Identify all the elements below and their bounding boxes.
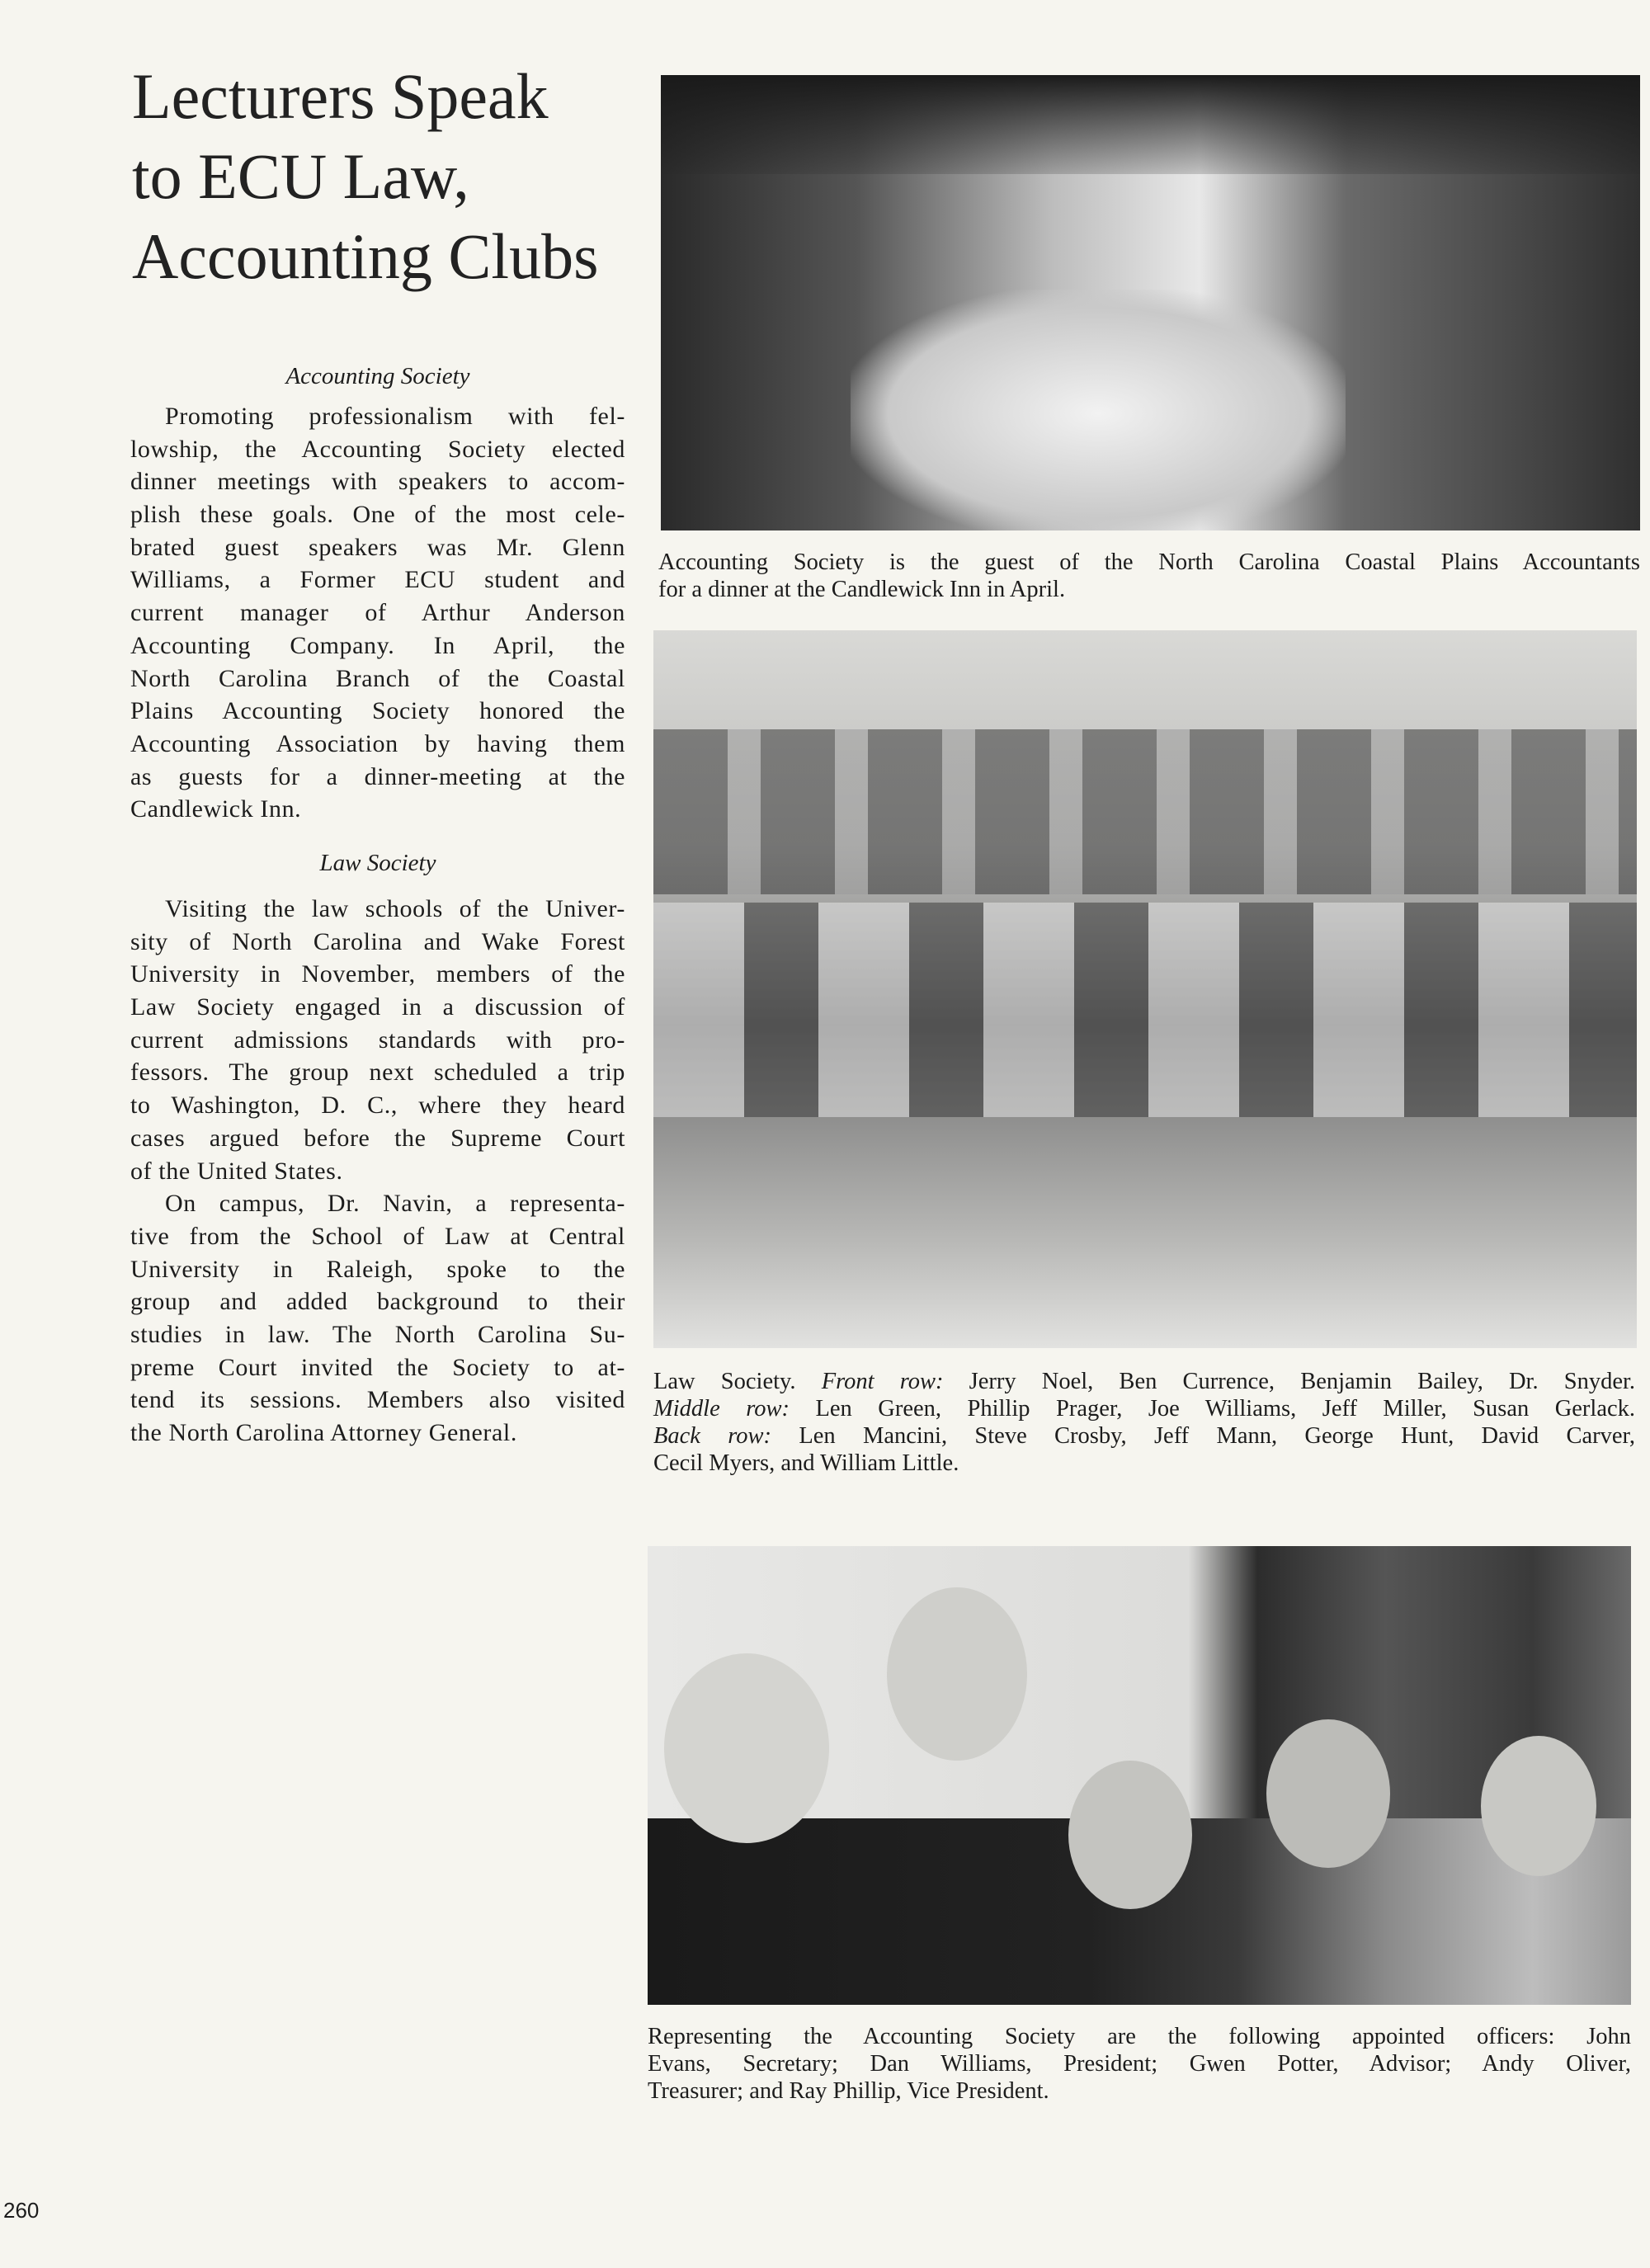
body-line: Plains Accounting Society honored the bbox=[130, 697, 625, 725]
dinner-caption bbox=[658, 549, 1640, 603]
body-line: lowship, the Accounting Society elected bbox=[130, 435, 625, 463]
body-line: plish these goals. One of the most cele- bbox=[130, 501, 625, 529]
body-line: sity of North Carolina and Wake Forest bbox=[130, 927, 625, 955]
body-line: Promoting professionalism with fel- bbox=[165, 403, 625, 430]
body-line: as guests for a dinner-meeting at the bbox=[130, 762, 625, 790]
body-line: On campus, Dr. Navin, a representa- bbox=[165, 1190, 625, 1218]
dinner-photo bbox=[661, 75, 1640, 530]
page-number: 260 bbox=[3, 2198, 40, 2223]
body-line: dinner meetings with speakers to accom- bbox=[130, 468, 625, 496]
accounting-society-body bbox=[130, 400, 625, 826]
row-label: Middle row: bbox=[653, 1396, 790, 1422]
law-society-caption bbox=[653, 1368, 1635, 1477]
body-line: fessors. The group next scheduled a trip bbox=[130, 1059, 625, 1087]
officers-caption bbox=[648, 2023, 1631, 2105]
title-line: Lecturers Speak bbox=[132, 60, 549, 132]
row-label: Front row: bbox=[821, 1369, 944, 1394]
body-line: Accounting Association by having them bbox=[130, 729, 625, 757]
row-label: Back row: bbox=[653, 1423, 772, 1449]
caption-line: for a dinner at the Candlewick Inn in April. bbox=[658, 577, 1066, 602]
caption-line: Treasurer; and Ray Phillip, Vice President. bbox=[648, 2078, 1049, 2104]
body-line: studies in law. The North Carolina Su- bbox=[130, 1320, 625, 1348]
body-line: Visiting the law schools of the Univer- bbox=[165, 895, 625, 922]
body-line: Law Society engaged in a discussion of bbox=[130, 993, 625, 1021]
accounting-society-section bbox=[130, 360, 625, 826]
row-names: Len Mancini, Steve Crosby, Jeff Mann, George Hunt, David Carver, bbox=[799, 1423, 1635, 1449]
body-line: tend its sessions. Members also visited bbox=[130, 1386, 625, 1414]
caption-line: Evans, Secretary; Dan Williams, President; Gwen Potter, Advisor; Andy Oliver, bbox=[648, 2051, 1631, 2077]
body-line: cases argued before the Supreme Court bbox=[130, 1124, 625, 1152]
body-line: group and added background to their bbox=[130, 1288, 625, 1316]
caption-lead: Law Society. bbox=[653, 1369, 796, 1394]
body-line: of the United States. bbox=[130, 1157, 343, 1185]
body-line: the North Carolina Attorney General. bbox=[130, 1419, 517, 1446]
body-line: to Washington, D. C., where they heard bbox=[130, 1092, 625, 1120]
row-names: Cecil Myers, and William Little. bbox=[653, 1450, 959, 1476]
caption-line: Representing the Accounting Society are the following appointed officers: John bbox=[648, 2024, 1631, 2049]
body-line: University in Raleigh, spoke to the bbox=[130, 1255, 625, 1283]
law-society-group-photo bbox=[653, 630, 1637, 1348]
body-line: current admissions standards with pro- bbox=[130, 1026, 625, 1054]
officers-photo bbox=[648, 1546, 1631, 2005]
row-names: Len Green, Phillip Prager, Joe Williams, Jeff Miller, Susan Gerlack. bbox=[815, 1396, 1636, 1422]
body-line: tive from the School of Law at Central bbox=[130, 1222, 625, 1250]
body-line: Accounting Company. In April, the bbox=[130, 631, 625, 659]
body-line: current manager of Arthur Anderson bbox=[130, 599, 625, 627]
body-line: preme Court invited the Society to at- bbox=[130, 1353, 625, 1381]
body-line: University in November, members of the bbox=[130, 960, 625, 988]
law-society-section bbox=[130, 846, 625, 1450]
body-line: Williams, a Former ECU student and bbox=[130, 566, 625, 594]
law-society-heading: Law Society bbox=[319, 850, 436, 876]
title-line: Accounting Clubs bbox=[132, 220, 599, 292]
body-line: North Carolina Branch of the Coastal bbox=[130, 664, 625, 692]
caption-line: Accounting Society is the guest of the North Carolina Coastal Plains Accountants bbox=[658, 549, 1640, 575]
body-line: brated guest speakers was Mr. Glenn bbox=[130, 533, 625, 561]
law-society-body bbox=[130, 893, 625, 1450]
row-names: Jerry Noel, Ben Currence, Benjamin Bailey, Dr. Snyder. bbox=[969, 1369, 1636, 1394]
title-line: to ECU Law, bbox=[132, 140, 469, 212]
page-title bbox=[132, 56, 660, 296]
accounting-society-heading: Accounting Society bbox=[285, 363, 470, 389]
body-line: Candlewick Inn. bbox=[130, 795, 302, 823]
